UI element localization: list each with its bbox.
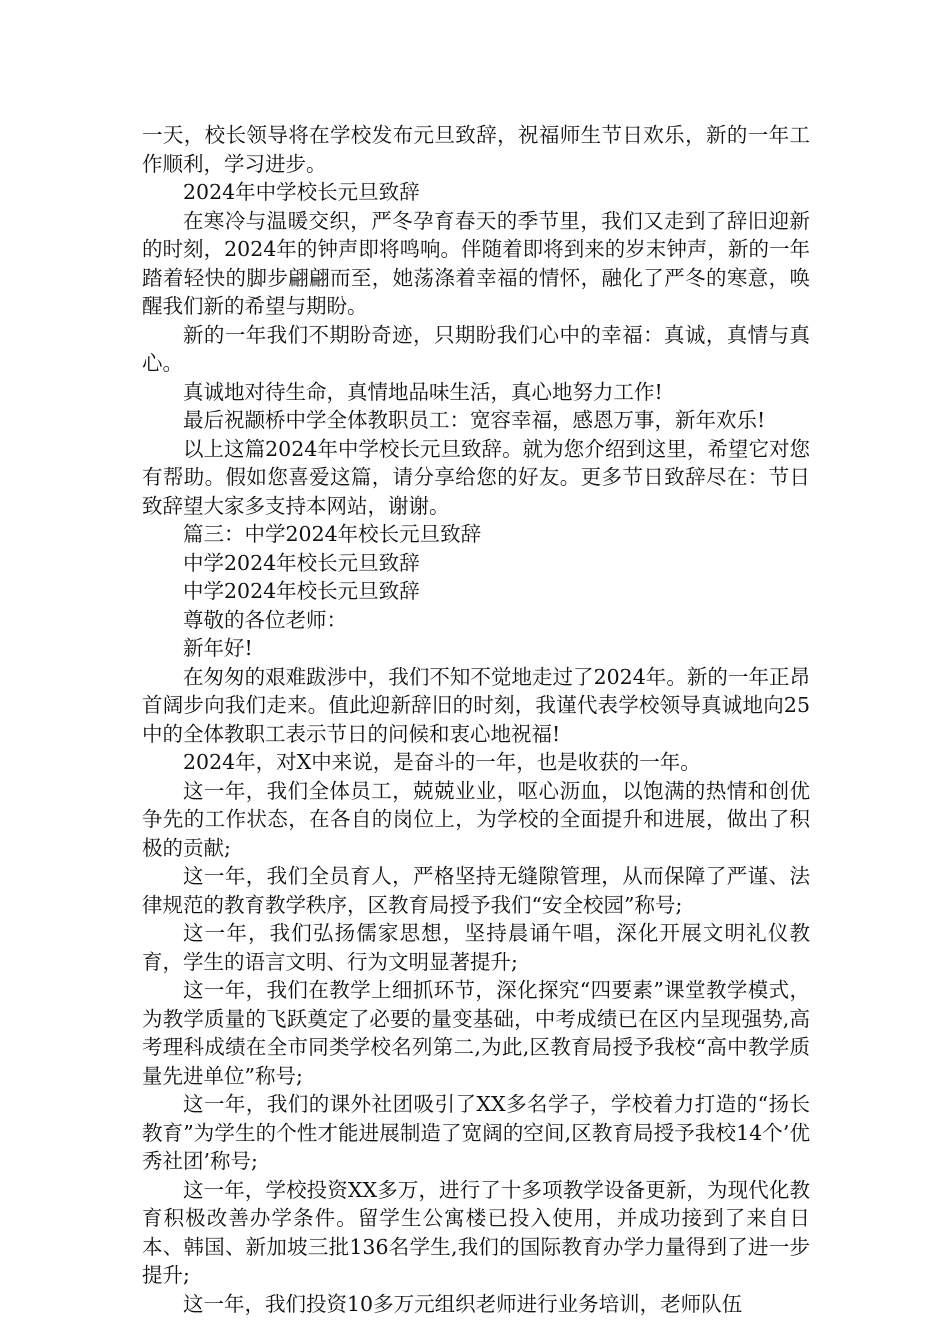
paragraph: 以上这篇2024年中学校长元旦致辞。就为您介绍到这里，希望它对您有帮助。假如您喜爱这篇，请分享给您的好友。更多节日致辞尽在：节日致辞望大家多支持本网站，谢谢。: [142, 436, 810, 518]
paragraph: 新的一年我们不期盼奇迹，只期盼我们心中的幸福：真诚，真情与真心。: [142, 322, 810, 375]
paragraph: 这一年，我们全员育人，严格坚持无缝隙管理，从而保障了严谨、法律规范的教育教学秩序，区教育局授予我们“安全校园”称号;: [142, 864, 810, 917]
paragraph: 最后祝颛桥中学全体教职员工：宽容幸福，感恩万事，新年欢乐!: [183, 408, 766, 432]
paragraph: 2024年，对X中来说，是奋斗的一年，也是收获的一年。: [183, 750, 701, 774]
paragraph: 这一年，学校投资XX多万，进行了十多项教学设备更新，为现代化教育积极改善办学条件。留学生公寓楼已投入使用，并成功接到了来自日本、韩国、新加坡三批136名学生,我们的国际教育办学力量得到了进一步提升;: [142, 1177, 810, 1287]
paragraph-continuation: 一天，校长领导将在学校发布元旦致辞，祝福师生节日欢乐，新的一年工作顺利，学习进步。: [142, 123, 810, 176]
greeting: 新年好!: [183, 636, 253, 660]
document-page: [142, 121, 810, 1318]
paragraph: 这一年，我们全体员工，兢兢业业，呕心沥血，以饱满的热情和创优争先的工作状态，在各自的岗位上，为学校的全面提升和进展，做出了积极的贡献;: [142, 778, 810, 860]
section-title: 中学2024年校长元旦致辞: [183, 550, 420, 575]
paragraph: 这一年，我们在教学上细抓环节，深化探究“四要素”课堂教学模式，为教学质量的飞跃奠定了必要的量变基础，中考成绩已在区内呈现强势,高考理科成绩在全市同类学校名列第二,为此,区教育局授予我校“高中教学质量先进单位”称号;: [142, 978, 810, 1088]
section-title: 2024年中学校长元旦致辞: [183, 180, 420, 204]
paragraph: 这一年，我们的课外社团吸引了XX多名学子，学校着力打造的“扬长教育”为学生的个性才能进展制造了宽阔的空间,区教育局授予我校14个’优秀社团’称号;: [142, 1092, 810, 1173]
section-title: 中学2024年校长元旦致辞: [183, 579, 420, 603]
paragraph: 在寒冷与温暖交织，严冬孕育春天的季节里，我们又走到了辞旧迎新的时刻，2024年的钟声即将鸣响。伴随着即将到来的岁末钟声，新的一年踏着轻快的脚步翩翩而至，她荡涤着幸福的情怀，融化了严冬的寒意，唤醒我们新的希望与期盼。: [142, 208, 810, 318]
paragraph: 真诚地对待生命，真情地品味生活，真心地努力工作!: [183, 379, 663, 404]
section-heading: 篇三：中学2024年校长元旦致辞: [183, 522, 482, 546]
salutation: 尊敬的各位老师：: [183, 607, 347, 632]
paragraph: 在匆匆的艰难跋涉中，我们不知不觉地走过了2024年。新的一年正昂首阔步向我们走来。值此迎新辞旧的时刻，我谨代表学校领导真诚地向25中的全体教职工表示节日的问候和衷心地祝福!: [142, 664, 810, 746]
paragraph: 这一年，我们投资10多万元组织老师进行业务培训，老师队伍: [183, 1291, 743, 1316]
paragraph: 这一年，我们弘扬儒家思想，坚持晨诵午唱，深化开展文明礼仪教育，学生的语言文明、行为文明显著提升;: [142, 921, 810, 974]
